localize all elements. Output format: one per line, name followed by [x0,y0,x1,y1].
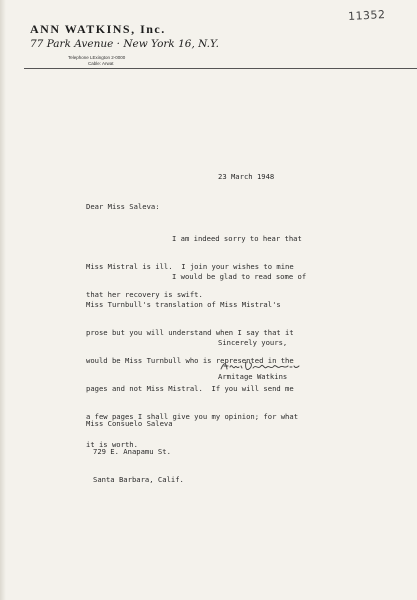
paragraph-line: pages and not Miss Mistral. If you will send me [86,384,294,393]
paragraph-line: I am indeed sorry to hear that [172,234,302,243]
paragraph-line: it is worth. [86,440,138,449]
paragraph-line: Miss Mistral is ill. I join your wishes to mine [86,262,294,271]
paragraph-line: I would be glad to read some of [172,272,307,281]
letter-date: 23 March 1948 [218,172,275,181]
closing: Sincerely yours, [218,338,288,347]
archive-number: 11352 [347,8,386,23]
paragraph-line: prose but you will understand when I say that it [86,328,294,337]
letterhead-address: 77 Park Avenue · New York 16, N.Y. [30,38,219,50]
letterhead-company-name: ANN WATKINS, Inc. [30,22,166,36]
recipient-street: 729 E. Anapamu St. [93,447,171,456]
recipient-address [86,401,184,503]
paragraph-line: that her recovery is swift. [86,290,203,299]
paragraph-line: Miss Turnbull's translation of Miss Mistral's [86,300,281,309]
paragraph-line: would be Miss Turnbull who is represented in the [86,356,294,365]
letterhead-cable: Cable: Arwat [88,61,114,66]
signer-name: Armitage Watkins [218,372,288,381]
recipient-name: Miss Consuelo Saleva [86,419,173,428]
paragraph-line: a few pages I shall give you my opinion; for what [86,412,299,421]
salutation: Dear Miss Saleva: [86,202,160,211]
letterhead-telephone: Telephone LExington 2-0000 [68,55,126,60]
recipient-city: Santa Barbara, Calif. [93,475,184,484]
letterhead-divider [24,68,417,69]
